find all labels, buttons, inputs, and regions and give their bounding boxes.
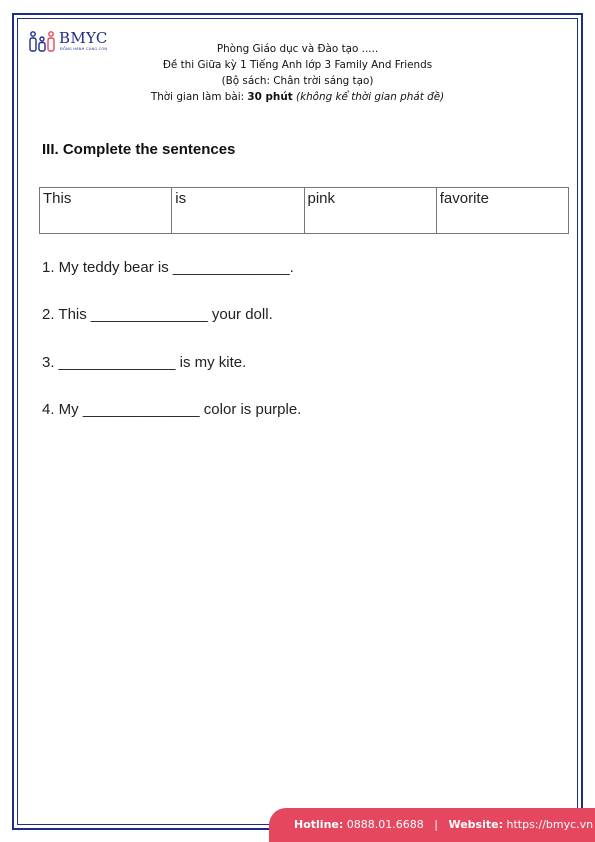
footer-contact-bar: [269, 808, 595, 842]
website-link[interactable]: https://bmyc.vn: [506, 818, 594, 831]
section-title: III. Complete the sentences: [42, 141, 236, 158]
question-2: 2. This ______________ your doll.: [42, 306, 273, 323]
header-department: Phòng Giáo dục và Đào tạo .....: [216, 43, 379, 55]
header-duration: [0, 89, 595, 105]
logo-tagline: ĐỒNG HÀNH CÙNG CON: [60, 47, 108, 51]
header-book-series: (Bộ sách: Chân trời sáng tạo): [221, 75, 374, 87]
word-box-cell: This: [40, 188, 172, 234]
page-border-inner: [17, 18, 578, 825]
header-exam-title: Đề thi Giữa kỳ 1 Tiếng Anh lớp 3 Family And Friends: [162, 59, 433, 71]
word-box: [39, 187, 569, 234]
word-box-cell: pink: [304, 188, 436, 234]
duration-note: (không kể thời gian phát đề): [296, 91, 445, 103]
word-box-cell: favorite: [436, 188, 568, 234]
question-1: 1. My teddy bear is ______________.: [42, 259, 294, 276]
hotline-label: Hotline:: [294, 818, 344, 831]
exam-header: [0, 41, 595, 105]
footer-separator: |: [434, 818, 438, 831]
word-box-cell: is: [172, 188, 304, 234]
logo-brand: BMYC: [59, 29, 108, 47]
word-box-row: [40, 188, 569, 234]
website-label: Website:: [448, 818, 503, 831]
question-4: 4. My ______________ color is purple.: [42, 401, 302, 418]
hotline-number[interactable]: 0888.01.6688: [346, 818, 424, 831]
question-3: 3. ______________ is my kite.: [42, 354, 247, 371]
duration-value: 30 phút: [247, 91, 293, 103]
duration-label: Thời gian làm bài:: [150, 91, 248, 103]
